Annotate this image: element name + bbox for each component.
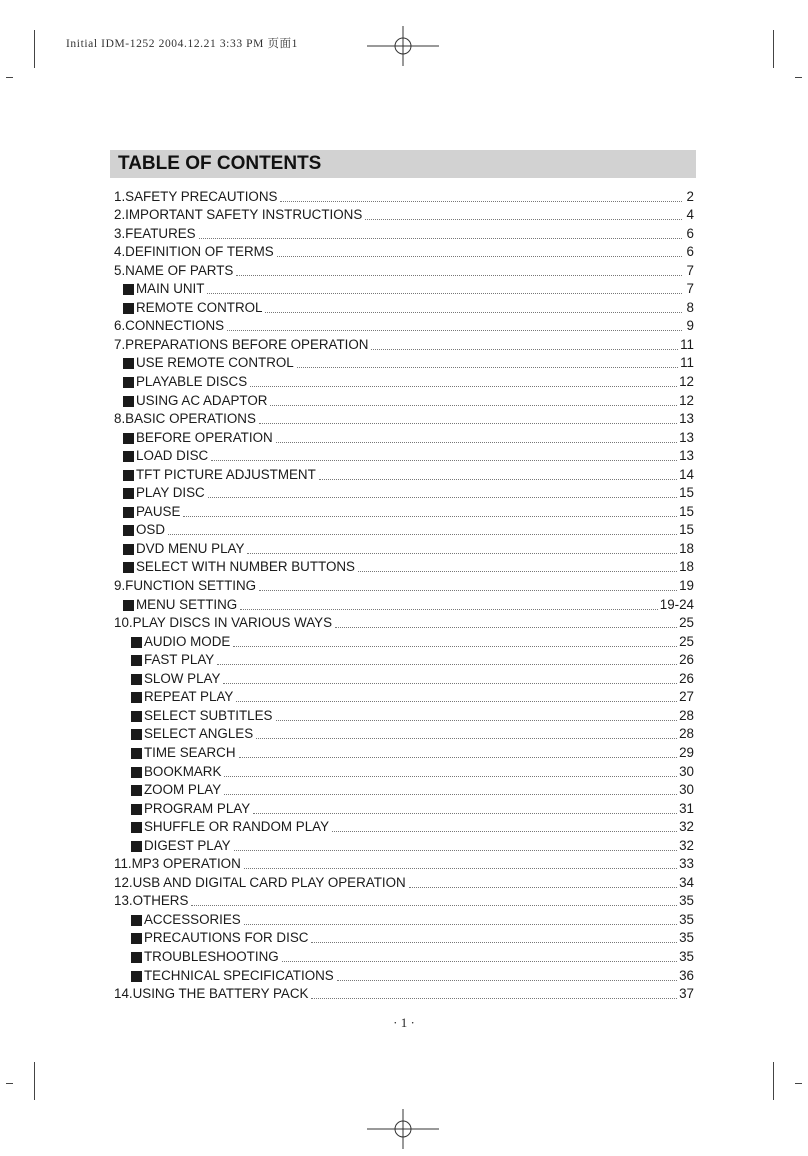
dot-leader bbox=[211, 460, 677, 461]
toc-entry-page: 26 bbox=[679, 652, 694, 668]
dot-leader bbox=[168, 534, 677, 535]
toc-entry-page: 13 bbox=[679, 411, 694, 427]
dot-leader bbox=[270, 405, 677, 406]
toc-entry bbox=[114, 705, 694, 724]
dot-leader bbox=[311, 998, 677, 999]
dot-leader bbox=[227, 330, 682, 331]
toc-entry-page: 27 bbox=[679, 689, 694, 705]
dot-leader bbox=[191, 905, 677, 906]
dot-leader bbox=[256, 738, 677, 739]
square-bullet-icon bbox=[123, 284, 134, 295]
toc-entry-label: PAUSE bbox=[136, 503, 181, 519]
crop-mark-bottom-right bbox=[773, 1062, 774, 1100]
dot-leader bbox=[236, 701, 677, 702]
square-bullet-icon bbox=[131, 971, 142, 982]
toc-entry bbox=[114, 538, 694, 557]
dot-leader bbox=[234, 850, 678, 851]
dot-leader bbox=[224, 794, 677, 795]
toc-entry-label: 6.CONNECTIONS bbox=[114, 318, 225, 334]
dot-leader bbox=[207, 293, 682, 294]
toc-entry-page: 12 bbox=[679, 374, 694, 390]
toc-entry-page: 35 bbox=[679, 930, 694, 946]
toc-entry bbox=[114, 909, 694, 928]
toc-entry bbox=[114, 390, 694, 409]
toc-entry-page: 25 bbox=[679, 615, 694, 631]
dot-leader bbox=[244, 868, 677, 869]
toc-entry-page: 6 bbox=[686, 244, 694, 260]
toc-entry-page: 29 bbox=[679, 744, 694, 760]
dot-leader bbox=[358, 571, 677, 572]
square-bullet-icon bbox=[123, 525, 134, 536]
square-bullet-icon bbox=[123, 562, 134, 573]
dot-leader bbox=[280, 201, 682, 202]
square-bullet-icon bbox=[131, 674, 142, 685]
toc-entry-label: 14.USING THE BATTERY PACK bbox=[114, 986, 309, 1002]
dot-leader bbox=[253, 813, 677, 814]
square-bullet-icon bbox=[131, 952, 142, 963]
toc-entry-page: 30 bbox=[679, 763, 694, 779]
toc-entry bbox=[114, 334, 694, 353]
crop-mark-bottom-left-h bbox=[6, 1083, 13, 1084]
dot-leader bbox=[259, 590, 677, 591]
toc-entry-label: REMOTE CONTROL bbox=[136, 299, 263, 315]
square-bullet-icon bbox=[131, 915, 142, 926]
toc-entry-label: BOOKMARK bbox=[144, 763, 222, 779]
square-bullet-icon bbox=[123, 470, 134, 481]
square-bullet-icon bbox=[123, 488, 134, 499]
toc-entry-page: 7 bbox=[686, 262, 694, 278]
toc-entry-label: SELECT SUBTITLES bbox=[144, 707, 273, 723]
toc-entry-page: 34 bbox=[679, 874, 694, 890]
toc-entry bbox=[114, 501, 694, 520]
toc-entry bbox=[114, 557, 694, 576]
toc-entry bbox=[114, 761, 694, 780]
dot-leader bbox=[282, 961, 677, 962]
toc-title: TABLE OF CONTENTS bbox=[110, 150, 696, 178]
dot-leader bbox=[319, 479, 677, 480]
dot-leader bbox=[409, 887, 677, 888]
toc-entry-page: 7 bbox=[686, 281, 694, 297]
toc-entry bbox=[114, 297, 694, 316]
square-bullet-icon bbox=[131, 655, 142, 666]
square-bullet-icon bbox=[131, 841, 142, 852]
dot-leader bbox=[240, 609, 658, 610]
toc-entry bbox=[114, 279, 694, 298]
toc-entry bbox=[114, 724, 694, 743]
toc-entry bbox=[114, 594, 694, 613]
crop-mark-top-left-h bbox=[6, 77, 13, 78]
toc-entry bbox=[114, 446, 694, 465]
toc-entry-label: 9.FUNCTION SETTING bbox=[114, 578, 257, 594]
toc-entry bbox=[114, 464, 694, 483]
square-bullet-icon bbox=[131, 692, 142, 703]
toc-entry bbox=[114, 928, 694, 947]
toc-entry-label: DVD MENU PLAY bbox=[136, 540, 245, 556]
toc-entry bbox=[114, 575, 694, 594]
toc-entry-page: 31 bbox=[679, 800, 694, 816]
square-bullet-icon bbox=[131, 785, 142, 796]
toc-entry-page: 14 bbox=[679, 466, 694, 482]
toc-entry bbox=[114, 946, 694, 965]
toc-entry bbox=[114, 872, 694, 891]
dot-leader bbox=[259, 423, 677, 424]
toc-entry bbox=[114, 483, 694, 502]
square-bullet-icon bbox=[123, 600, 134, 611]
toc-entry-label: USE REMOTE CONTROL bbox=[136, 355, 294, 371]
toc-entry-page: 35 bbox=[679, 948, 694, 964]
square-bullet-icon bbox=[131, 933, 142, 944]
toc-entry-label: REPEAT PLAY bbox=[144, 689, 234, 705]
toc-entry-page: 15 bbox=[679, 522, 694, 538]
dot-leader bbox=[233, 646, 677, 647]
toc-entry-page: 30 bbox=[679, 782, 694, 798]
toc-entry-label: USING AC ADAPTOR bbox=[136, 392, 268, 408]
dot-leader bbox=[276, 720, 678, 721]
dot-leader bbox=[223, 683, 677, 684]
toc-entry-label: PRECAUTIONS FOR DISC bbox=[144, 930, 309, 946]
toc-entry bbox=[114, 631, 694, 650]
toc-entry-page: 15 bbox=[679, 485, 694, 501]
crop-mark-top-right bbox=[773, 30, 774, 68]
registration-mark-bottom-icon bbox=[367, 1107, 439, 1151]
square-bullet-icon bbox=[131, 729, 142, 740]
toc-entry-page: 35 bbox=[679, 911, 694, 927]
print-header: Initial IDM-1252 2004.12.21 3:33 PM 页面1 bbox=[66, 38, 298, 50]
toc-entry bbox=[114, 780, 694, 799]
dot-leader bbox=[244, 924, 677, 925]
toc-entry-label: 5.NAME OF PARTS bbox=[114, 262, 234, 278]
toc-entry-label: SHUFFLE OR RANDOM PLAY bbox=[144, 819, 330, 835]
square-bullet-icon bbox=[123, 451, 134, 462]
dot-leader bbox=[239, 757, 678, 758]
toc-entry bbox=[114, 835, 694, 854]
toc-entry-page: 19 bbox=[679, 578, 694, 594]
square-bullet-icon bbox=[131, 711, 142, 722]
square-bullet-icon bbox=[123, 377, 134, 388]
toc-entry-label: PROGRAM PLAY bbox=[144, 800, 251, 816]
toc-entry bbox=[114, 668, 694, 687]
toc-entry-label: BEFORE OPERATION bbox=[136, 429, 273, 445]
square-bullet-icon bbox=[123, 396, 134, 407]
toc-entry-page: 28 bbox=[679, 726, 694, 742]
dot-leader bbox=[265, 312, 682, 313]
toc-entry bbox=[114, 371, 694, 390]
square-bullet-icon bbox=[123, 433, 134, 444]
toc-entry-page: 18 bbox=[679, 559, 694, 575]
toc-entry-page: 9 bbox=[686, 318, 694, 334]
toc-entry-label: 7.PREPARATIONS BEFORE OPERATION bbox=[114, 336, 369, 352]
toc-entry-label: FAST PLAY bbox=[144, 652, 215, 668]
toc-entry bbox=[114, 242, 694, 261]
toc-entry-page: 11 bbox=[680, 355, 694, 371]
toc-entry-page: 8 bbox=[686, 299, 694, 315]
dot-leader bbox=[276, 442, 677, 443]
toc-entry-label: LOAD DISC bbox=[136, 448, 209, 464]
toc-entry-page: 28 bbox=[679, 707, 694, 723]
toc-entry bbox=[114, 687, 694, 706]
page-number: · 1 · bbox=[393, 1015, 415, 1030]
square-bullet-icon bbox=[131, 637, 142, 648]
toc-entry-label: MENU SETTING bbox=[136, 596, 238, 612]
dot-leader bbox=[332, 831, 677, 832]
square-bullet-icon bbox=[123, 507, 134, 518]
crop-mark-bottom-right-h bbox=[795, 1083, 802, 1084]
toc-entry-page: 11 bbox=[680, 336, 694, 352]
toc-entry-label: AUDIO MODE bbox=[144, 633, 231, 649]
toc-entry bbox=[114, 427, 694, 446]
dot-leader bbox=[311, 942, 677, 943]
toc-entry-page: 37 bbox=[679, 986, 694, 1002]
toc-entry-page: 15 bbox=[679, 503, 694, 519]
toc-entry-label: OSD bbox=[136, 522, 166, 538]
toc-entry bbox=[114, 186, 694, 205]
crop-mark-top-right-h bbox=[795, 77, 802, 78]
toc-entry-label: DIGEST PLAY bbox=[144, 837, 231, 853]
toc-entry bbox=[114, 984, 694, 1003]
dot-leader bbox=[208, 497, 677, 498]
square-bullet-icon bbox=[123, 303, 134, 314]
toc-entry bbox=[114, 520, 694, 539]
toc-entry-label: SLOW PLAY bbox=[144, 670, 221, 686]
toc-entry bbox=[114, 891, 694, 910]
dot-leader bbox=[337, 980, 677, 981]
toc-entry-label: 12.USB AND DIGITAL CARD PLAY OPERATION bbox=[114, 874, 406, 890]
toc-entry-label: 13.OTHERS bbox=[114, 893, 189, 909]
toc-entry bbox=[114, 650, 694, 669]
dot-leader bbox=[365, 219, 682, 220]
toc-entry-label: TIME SEARCH bbox=[144, 744, 236, 760]
dot-leader bbox=[217, 664, 677, 665]
toc-entry bbox=[114, 613, 694, 632]
crop-mark-bottom-left bbox=[34, 1062, 35, 1100]
toc-entry bbox=[114, 742, 694, 761]
toc-entry-page: 36 bbox=[679, 967, 694, 983]
toc-entry bbox=[114, 854, 694, 873]
square-bullet-icon bbox=[123, 358, 134, 369]
toc-entry-page: 26 bbox=[679, 670, 694, 686]
toc-entry-label: PLAYABLE DISCS bbox=[136, 374, 248, 390]
toc-entry-label: SELECT WITH NUMBER BUTTONS bbox=[136, 559, 355, 575]
toc-entry bbox=[114, 223, 694, 242]
toc-entry-label: TFT PICTURE ADJUSTMENT bbox=[136, 466, 316, 482]
square-bullet-icon bbox=[131, 748, 142, 759]
toc-entry bbox=[114, 260, 694, 279]
dot-leader bbox=[250, 386, 677, 387]
toc-entry bbox=[114, 353, 694, 372]
toc-entry-page: 32 bbox=[679, 819, 694, 835]
toc-entry-label: 8.BASIC OPERATIONS bbox=[114, 411, 256, 427]
toc-entry-label: 2.IMPORTANT SAFETY INSTRUCTIONS bbox=[114, 207, 363, 223]
dot-leader bbox=[236, 275, 682, 276]
toc-entry-page: 33 bbox=[679, 856, 694, 872]
toc-entry-label: TECHNICAL SPECIFICATIONS bbox=[144, 967, 334, 983]
toc-entry-page: 19-24 bbox=[659, 596, 694, 612]
dot-leader bbox=[297, 367, 678, 368]
toc-entry-page: 35 bbox=[679, 893, 694, 909]
toc-entry bbox=[114, 316, 694, 335]
square-bullet-icon bbox=[123, 544, 134, 555]
toc-entry-page: 6 bbox=[686, 225, 694, 241]
square-bullet-icon bbox=[131, 767, 142, 778]
toc-entry bbox=[114, 205, 694, 224]
toc-entry-label: ZOOM PLAY bbox=[144, 782, 222, 798]
dot-leader bbox=[277, 256, 682, 257]
toc-entry-label: 10.PLAY DISCS IN VARIOUS WAYS bbox=[114, 615, 333, 631]
toc-entry bbox=[114, 798, 694, 817]
registration-mark-top-icon bbox=[367, 24, 439, 68]
toc-entry bbox=[114, 965, 694, 984]
square-bullet-icon bbox=[131, 804, 142, 815]
dot-leader bbox=[371, 349, 678, 350]
toc-entry-label: 4.DEFINITION OF TERMS bbox=[114, 244, 274, 260]
toc-entry-label: SELECT ANGLES bbox=[144, 726, 254, 742]
toc-entry-page: 25 bbox=[679, 633, 694, 649]
square-bullet-icon bbox=[131, 822, 142, 833]
toc-entry-label: TROUBLESHOOTING bbox=[144, 948, 279, 964]
toc-entry bbox=[114, 817, 694, 836]
toc-entry-label: MAIN UNIT bbox=[136, 281, 205, 297]
toc-entry-label: 3.FEATURES bbox=[114, 225, 196, 241]
toc-entry bbox=[114, 409, 694, 428]
dot-leader bbox=[224, 776, 677, 777]
toc-entry-page: 32 bbox=[679, 837, 694, 853]
toc-entry-page: 4 bbox=[686, 207, 694, 223]
toc-entry-label: 1.SAFETY PRECAUTIONS bbox=[114, 188, 278, 204]
toc-entry-page: 12 bbox=[679, 392, 694, 408]
toc-entry-page: 13 bbox=[679, 448, 694, 464]
dot-leader bbox=[183, 516, 677, 517]
toc-entry-label: PLAY DISC bbox=[136, 485, 205, 501]
toc-entry-label: 11.MP3 OPERATION bbox=[114, 856, 241, 872]
dot-leader bbox=[247, 553, 677, 554]
toc-entry-page: 13 bbox=[679, 429, 694, 445]
dot-leader bbox=[335, 627, 677, 628]
crop-mark-top-left bbox=[34, 30, 35, 68]
dot-leader bbox=[199, 238, 682, 239]
toc-entry-page: 18 bbox=[679, 540, 694, 556]
toc-entry-label: ACCESSORIES bbox=[144, 911, 241, 927]
toc-entry-page: 2 bbox=[686, 188, 694, 204]
toc-list bbox=[114, 186, 694, 1002]
